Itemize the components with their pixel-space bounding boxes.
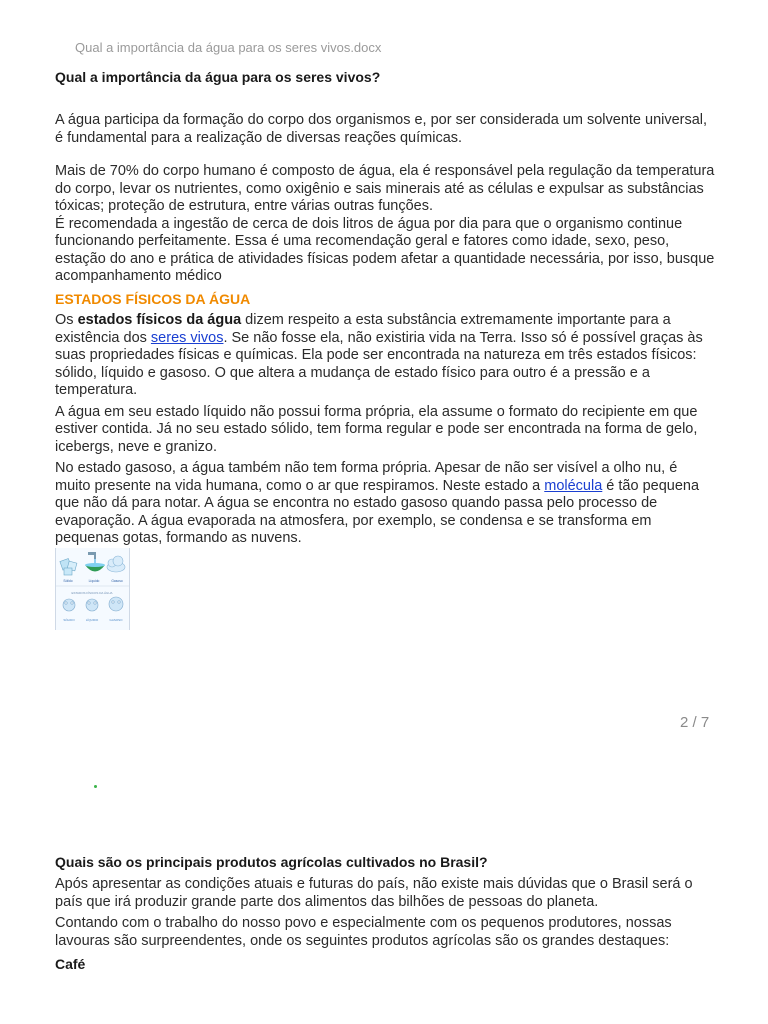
question-title: Qual a importância da água para os seres vivos? <box>55 69 381 85</box>
document-filename: Qual a importância da água para os seres vivos.docx <box>75 40 382 55</box>
figure-bottom-label-liquid: LÍQUIDO <box>85 618 99 622</box>
question-title: Quais são os principais produtos agrícolas cultivados no Brasil? <box>55 854 488 870</box>
figure-bottom-label-solid: SÓLIDO <box>63 618 75 622</box>
text-span: . Se não fosse ela, não existiria vida na Terra. Isso só é possível graças às suas propriedades físicas e químicas. Ela pode ser encontrada na natureza em três estados físicos: sólido, líquido e gasoso. O que altera a mudança de estado físico para outro é a pressão e a temperatura. <box>55 329 703 398</box>
text-span: No estado gasoso, a água também não tem forma própria. Apesar de não ser visível a olho nu, é muito presente na vida humana, como o ar que respiramos. Neste estado a <box>55 460 678 494</box>
section-estados-fisicos <box>55 290 715 548</box>
text-span: é tão pequena que não dá para notar. A água se encontra no estado gasoso quando passa pelo processo de evaporação. A água evaporada na atmosfera, por exemplo, se condensa e se transforma em pequenas gotas, formando as nuvens. <box>55 477 700 546</box>
water-states-figure <box>55 548 130 630</box>
section1-body <box>55 112 715 147</box>
section-water-importance <box>55 68 715 86</box>
paragraph: A água em seu estado líquido não possui forma própria, ela assume o formato do recipiente em que estiver contida. Já no seu estado sólido, tem forma regular e pode ser encontrada na forma de gelo, icebergs, neve e granizo. <box>55 403 698 455</box>
section-title: ESTADOS FÍSICOS DA ÁGUA <box>55 291 251 307</box>
water-states-illustration <box>56 548 129 630</box>
paragraph: Mais de 70% do corpo humano é composto de água, ela é responsável pela regulação da temperatura do corpo, levar os nutrientes, como oxigênio e sais minerais até as células e expulsar as substâncias tóxicas; proteção de estrutura, entre várias outras funções. <box>55 163 715 214</box>
paragraph: Após apresentar as condições atuais e futuras do país, não existe mais dúvidas que o Brasil será o país que irá produzir grande parte dos alimentos das bilhões de pessoas do planeta. <box>55 876 693 910</box>
green-dot-marker <box>94 785 97 788</box>
section1-body-2 <box>55 163 715 286</box>
subheading-cafe: Café <box>55 956 86 972</box>
figure-caption: ESTADOS FÍSICOS DA ÁGUA <box>71 591 113 595</box>
paragraph: A água participa da formação do corpo dos organismos e, por ser considerada um solvente universal, é fundamental para a realização de diversas reações químicas. <box>55 112 708 146</box>
text-span: Os <box>55 312 78 328</box>
section-agricultural-products <box>55 853 715 973</box>
bold-term: estados físicos da água <box>77 312 242 328</box>
figure-label-gas: Gasoso <box>111 579 123 583</box>
paragraph: É recomendada a ingestão de cerca de dois litros de água por dia para que o organismo continue funcionando perfeitamente. Essa é uma recomendação geral e fatores como idade, sexo, peso, estação do ano e prática de atividades físicas podem afetar a quantidade necessária, por isso, busque acompanhamento médico <box>55 215 715 284</box>
molecula-link[interactable]: molécula <box>544 477 603 494</box>
seres-vivos-link[interactable]: seres vivos <box>150 329 224 346</box>
text-span: dizem respeito a esta substância extremamente importante para a existência dos <box>55 312 671 346</box>
paragraph <box>55 460 715 548</box>
figure-bottom-label-gas: GASOSO <box>109 618 123 622</box>
page-counter: 2 / 7 <box>680 714 710 731</box>
figure-label-liquid: Líquido <box>88 579 100 583</box>
figure-label-solid: Sólido <box>63 579 73 583</box>
paragraph: Contando com o trabalho do nosso povo e especialmente com os pequenos produtores, nossas lavouras são surpreendentes, onde os seguintes produtos agrícolas são os grandes destaques: <box>55 915 672 949</box>
paragraph <box>55 312 715 400</box>
